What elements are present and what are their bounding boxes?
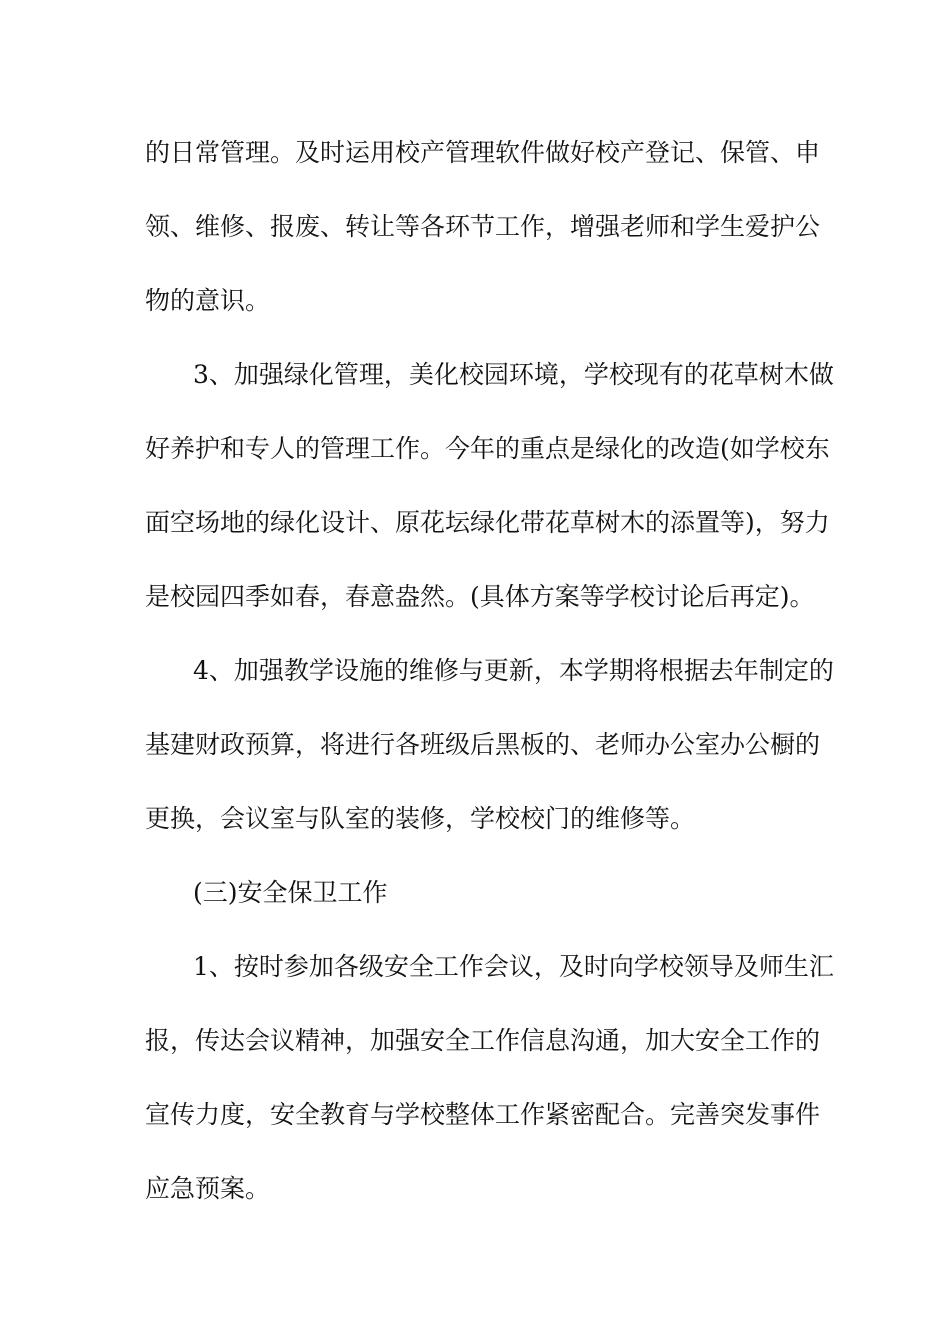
paragraph-start-line: 4、加强教学设施的维修与更新，本学期将根据去年制定的 [193,656,834,685]
section-heading: (三)安全保卫工作 [193,878,388,907]
text-line: 面空场地的绿化设计、原花坛绿化带花草树木的添置等)，努力 [145,508,830,537]
text-line: 报，传达会议精神，加强安全工作信息沟通，加大安全工作的 [145,1026,821,1055]
text-line: 宣传力度，安全教育与学校整体工作紧密配合。完善突发事件 [145,1100,821,1129]
text-line: 是校园四季如春，春意盎然。(具体方案等学校讨论后再定)。 [145,582,815,611]
text-line: 好养护和专人的管理工作。今年的重点是绿化的改造(如学校东 [145,434,830,463]
text-line: 的日常管理。及时运用校产管理软件做好校产登记、保管、申 [145,138,821,167]
text-line: 物的意识。 [145,286,271,315]
text-line: 更换，会议室与队室的装修，学校校门的维修等。 [145,804,696,833]
paragraph-start-line: 3、加强绿化管理，美化校园环境，学校现有的花草树木做 [193,360,834,389]
text-line: 基建财政预算，将进行各班级后黑板的、老师办公室办公橱的 [145,730,821,759]
text-line: 应急预案。 [145,1174,271,1203]
text-line: 领、维修、报废、转让等各环节工作，增强老师和学生爱护公 [145,212,821,241]
paragraph-start-line: 1、按时参加各级安全工作会议，及时向学校领导及师生汇 [193,952,834,981]
